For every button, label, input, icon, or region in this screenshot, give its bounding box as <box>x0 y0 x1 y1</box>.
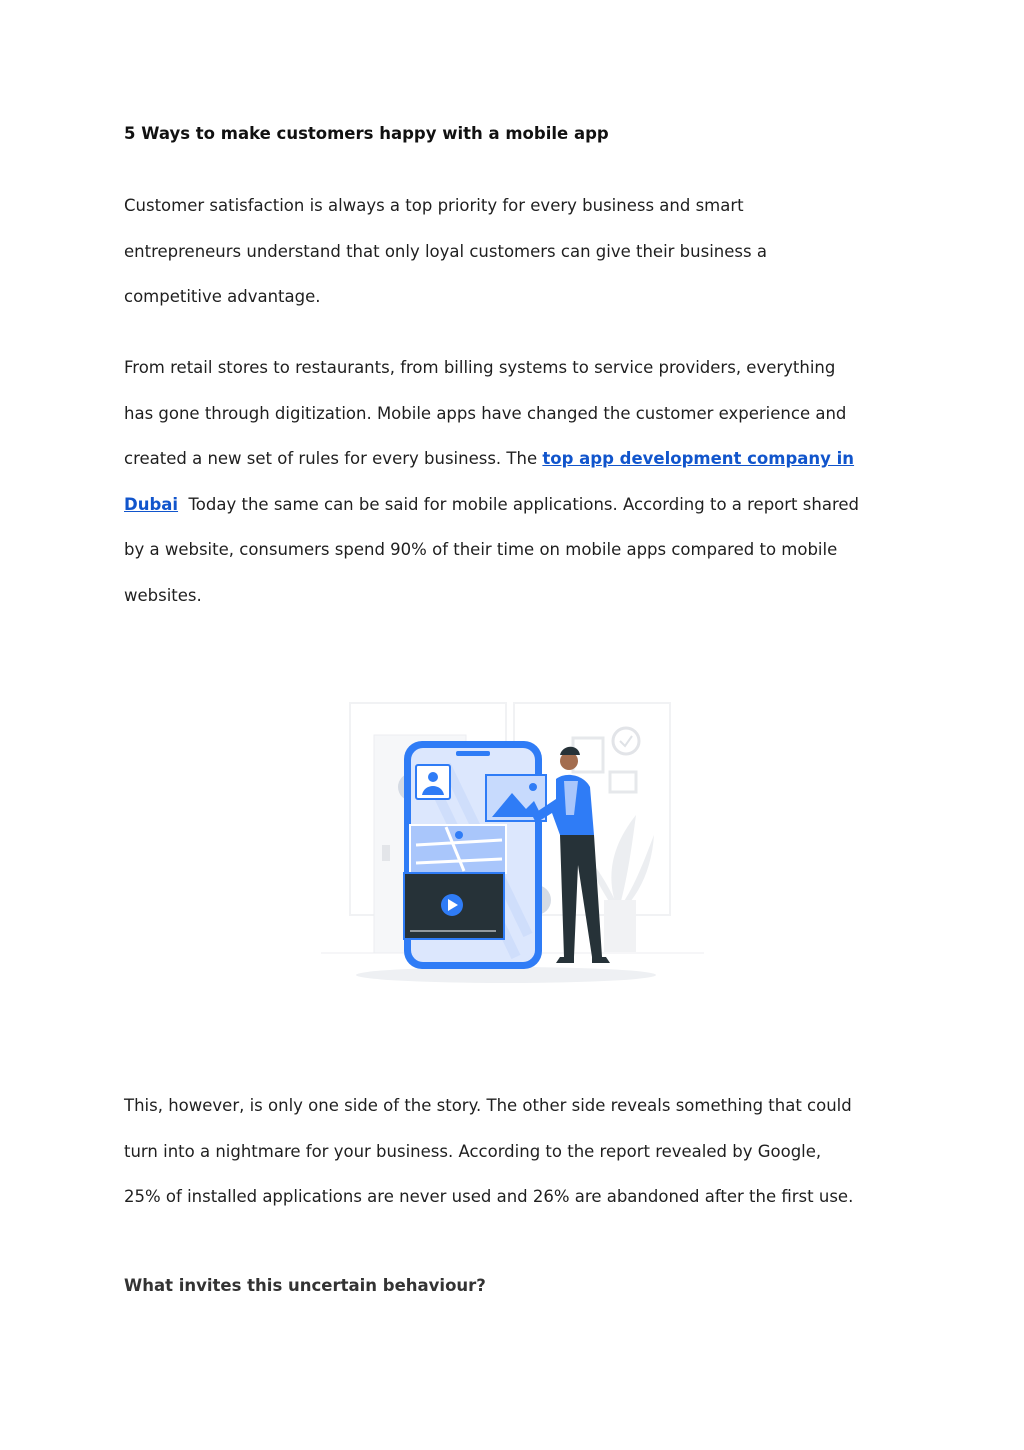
mobile-app-illustration <box>316 695 708 990</box>
door-handle <box>382 845 390 861</box>
phone-speaker <box>456 751 490 756</box>
paragraph-line: From retail stores to restaurants, from billing systems to service providers, everything <box>124 358 836 377</box>
paragraph-line: Customer satisfaction is always a top priority for every business and smart <box>124 196 744 215</box>
paragraph-text: created a new set of rules for every business. The <box>124 449 543 469</box>
paragraph-line: websites. <box>124 585 202 605</box>
paragraph-line <box>124 436 904 482</box>
abandonment-paragraph <box>124 1083 904 1220</box>
paragraph-line <box>124 482 904 528</box>
paragraph-line: 25% of installed applications are never used and 26% are abandoned after the first use. <box>124 1187 854 1207</box>
paragraph-line: competitive advantage. <box>124 287 321 307</box>
intro-paragraph <box>124 183 904 320</box>
app-development-company-link[interactable]: top app development company in <box>542 449 855 469</box>
location-pin-icon <box>455 831 463 839</box>
wall-clock-icon <box>613 728 639 754</box>
document-title: 5 Ways to make customers happy with a mobile app <box>124 124 609 143</box>
paragraph-line: by a website, consumers spend 90% of their time on mobile apps compared to mobile <box>124 540 838 560</box>
paragraph-text: Today the same can be said for mobile applications. According to a report shared <box>178 494 859 514</box>
wall-picture <box>610 772 636 792</box>
user-icon <box>428 772 438 782</box>
section-subheading: What invites this uncertain behaviour? <box>124 1276 486 1295</box>
digitization-paragraph <box>124 345 904 619</box>
paragraph-line: This, however, is only one side of the story. The other side reveals something that could <box>124 1096 852 1115</box>
paragraph-line: has gone through digitization. Mobile apps have changed the customer experience and <box>124 403 847 423</box>
paragraph-line: turn into a nightmare for your business. According to the report revealed by Google, <box>124 1141 822 1161</box>
floor-shadow <box>356 967 656 983</box>
paragraph-line: entrepreneurs understand that only loyal customers can give their business a <box>124 241 767 261</box>
dubai-link[interactable]: Dubai <box>124 494 179 514</box>
